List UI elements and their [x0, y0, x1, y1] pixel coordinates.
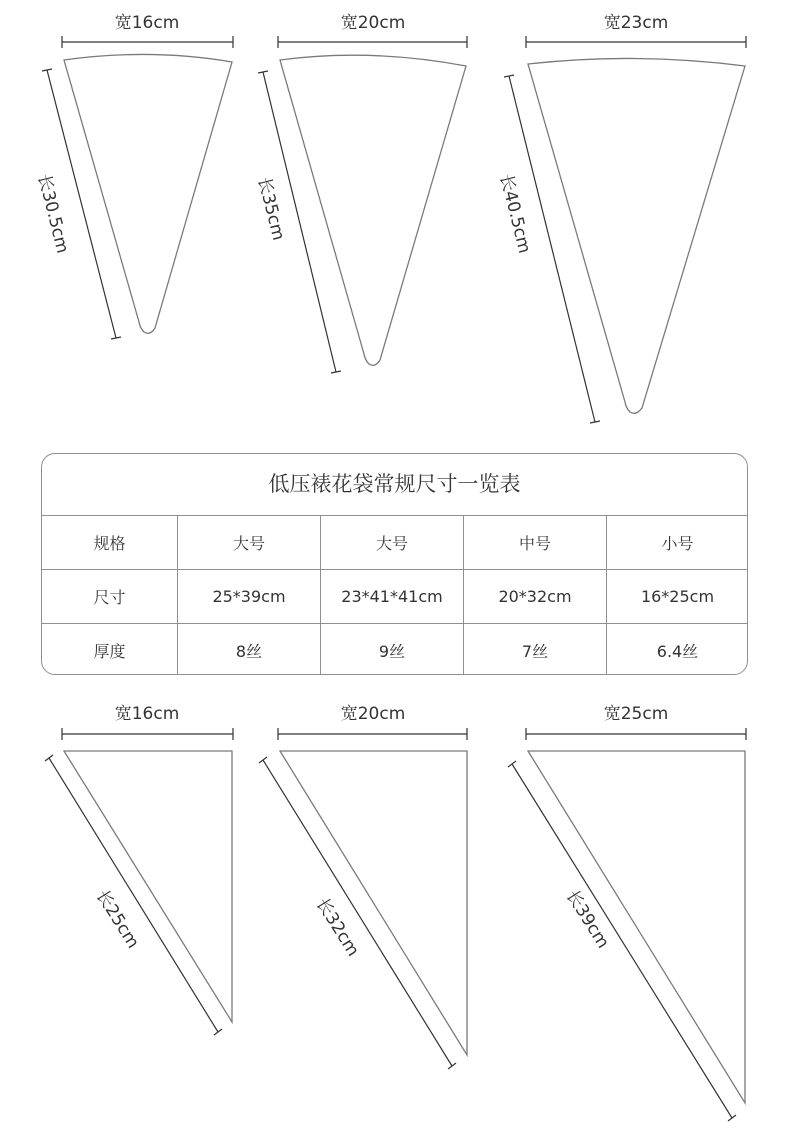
size-table	[41, 453, 748, 675]
top-bag-3-outline	[528, 58, 745, 413]
bottom-bag-3	[508, 704, 746, 1121]
top-bag-2-width-label: 宽20cm	[340, 13, 406, 33]
top-bag-3-width-label: 宽23cm	[603, 13, 669, 33]
bottom-bag-2-length-label: 长32cm	[311, 894, 363, 961]
bottom-bag-1-outline	[64, 751, 232, 1022]
table-cell: 20*32cm	[463, 570, 606, 623]
dimension-tick	[259, 757, 267, 763]
table-cell: 6.4丝	[606, 624, 748, 675]
table-cell: 8丝	[177, 624, 320, 675]
table-cell: 25*39cm	[177, 570, 320, 623]
top-bag-2-length-label: 长35cm	[253, 175, 289, 243]
table-cell: 尺寸	[93, 588, 126, 607]
top-bag-1-outline	[64, 54, 232, 333]
bottom-bag-1-width-label: 宽16cm	[114, 704, 180, 724]
table-cell: 16*25cm	[606, 570, 748, 623]
dimension-tick	[214, 1029, 222, 1035]
top-bag-1-length-label: 长30.5cm	[33, 172, 73, 256]
table-cell: 大号	[177, 516, 320, 569]
dimension-tick	[508, 761, 516, 767]
dimension-tick	[45, 755, 53, 761]
table-row	[42, 569, 747, 623]
top-bag-3-length-label: 长40.5cm	[495, 172, 535, 256]
top-bag-1-width-label: 宽16cm	[114, 13, 180, 33]
table-cell: 规格	[93, 534, 126, 553]
table-cell: 小号	[606, 516, 748, 569]
bottom-bag-1	[45, 704, 233, 1035]
table-header-row	[42, 516, 747, 569]
bottom-bag-2-width-label: 宽20cm	[340, 704, 406, 724]
bottom-bag-3-outline	[528, 751, 745, 1103]
bottom-bag-3-length-label: 长39cm	[561, 886, 613, 953]
top-bag-1	[33, 13, 233, 339]
table-cell: 厚度	[93, 642, 126, 661]
dimension-tick	[728, 1115, 736, 1121]
table-cell: 23*41*41cm	[320, 570, 463, 623]
top-bag-2	[253, 13, 467, 373]
table-cell: 中号	[463, 516, 606, 569]
bottom-bag-2-outline	[280, 751, 467, 1055]
dimension-tick	[448, 1063, 456, 1069]
bottom-bag-2	[259, 704, 467, 1069]
table-title: 低压裱花袋常规尺寸一览表	[42, 454, 747, 516]
table-cell: 大号	[320, 516, 463, 569]
table-cell: 9丝	[320, 624, 463, 675]
table-cell: 7丝	[463, 624, 606, 675]
top-bag-3	[495, 13, 746, 423]
table-row	[42, 623, 747, 675]
bottom-bag-3-width-label: 宽25cm	[603, 704, 669, 724]
top-bag-2-outline	[280, 55, 466, 365]
bottom-bag-1-length-label: 长25cm	[91, 886, 143, 953]
